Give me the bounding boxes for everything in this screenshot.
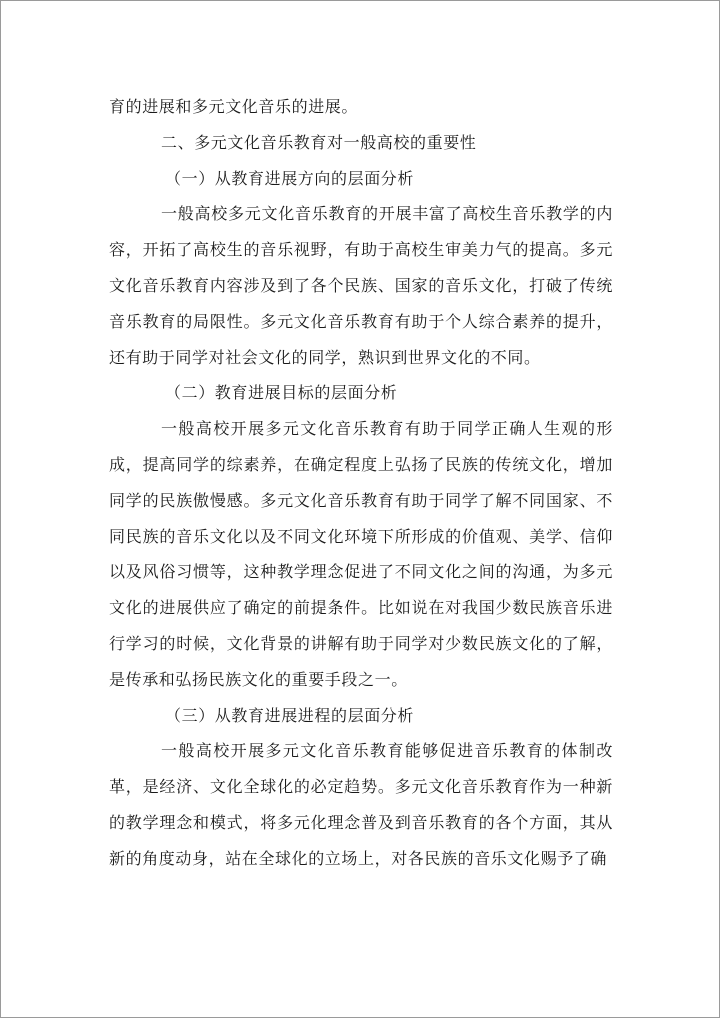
- body-paragraph-3: 一般高校开展多元文化音乐教育能够促进音乐教育的体制改革，是经济、文化全球化的必定趋势。多元文化音乐教育作为一种新的教学理念和模式，将多元化理念普及到音乐教育的各个方面，其从新的角度动身，站在全球化的立场上，对各民族的音乐文化赐予了确: [109, 741, 613, 868]
- body-paragraph-2: 一般高校开展多元文化音乐教育有助于同学正确人生观的形成，提高同学的综素养，在确定程度上弘扬了民族的传统文化，增加同学的民族傲慢感。多元文化音乐教育有助于同学了解不同国家、不同民族的音乐文化以及不同文化环境下所形成的价值观、美学、信仰以及风俗习惯等，这种教学理念促进了不同文化之间的沟通，为多元文化的进展供应了确定的前提条件。比如说在对我国少数民族音乐进行学习的时候，文化背景的讲解有助于同学对少数民族文化的了解，是传承和弘扬民族文化的重要手段之一。: [109, 419, 613, 689]
- document-body: [109, 89, 613, 877]
- subsection-heading-2: （二）教育进展目标的层面分析: [165, 383, 398, 403]
- subsection-heading-1: （一）从教育进展方向的层面分析: [165, 168, 415, 188]
- subsection-heading-3: （三）从教育进展进程的层面分析: [165, 705, 415, 725]
- section-heading: 二、多元文化音乐教育对一般高校的重要性: [161, 132, 477, 152]
- continued-paragraph: 育的进展和多元文化音乐的进展。: [109, 97, 359, 116]
- body-paragraph-1: 一般高校多元文化音乐教育的开展丰富了高校生音乐教学的内容，开拓了高校生的音乐视野，有助于高校生审美力气的提高。多元文化音乐教育内容涉及到了各个民族、国家的音乐文化，打破了传统音乐教育的局限性。多元文化音乐教育有助于个人综合素养的提升，还有助于同学对社会文化的同学，熟识到世界文化的不同。: [109, 204, 613, 367]
